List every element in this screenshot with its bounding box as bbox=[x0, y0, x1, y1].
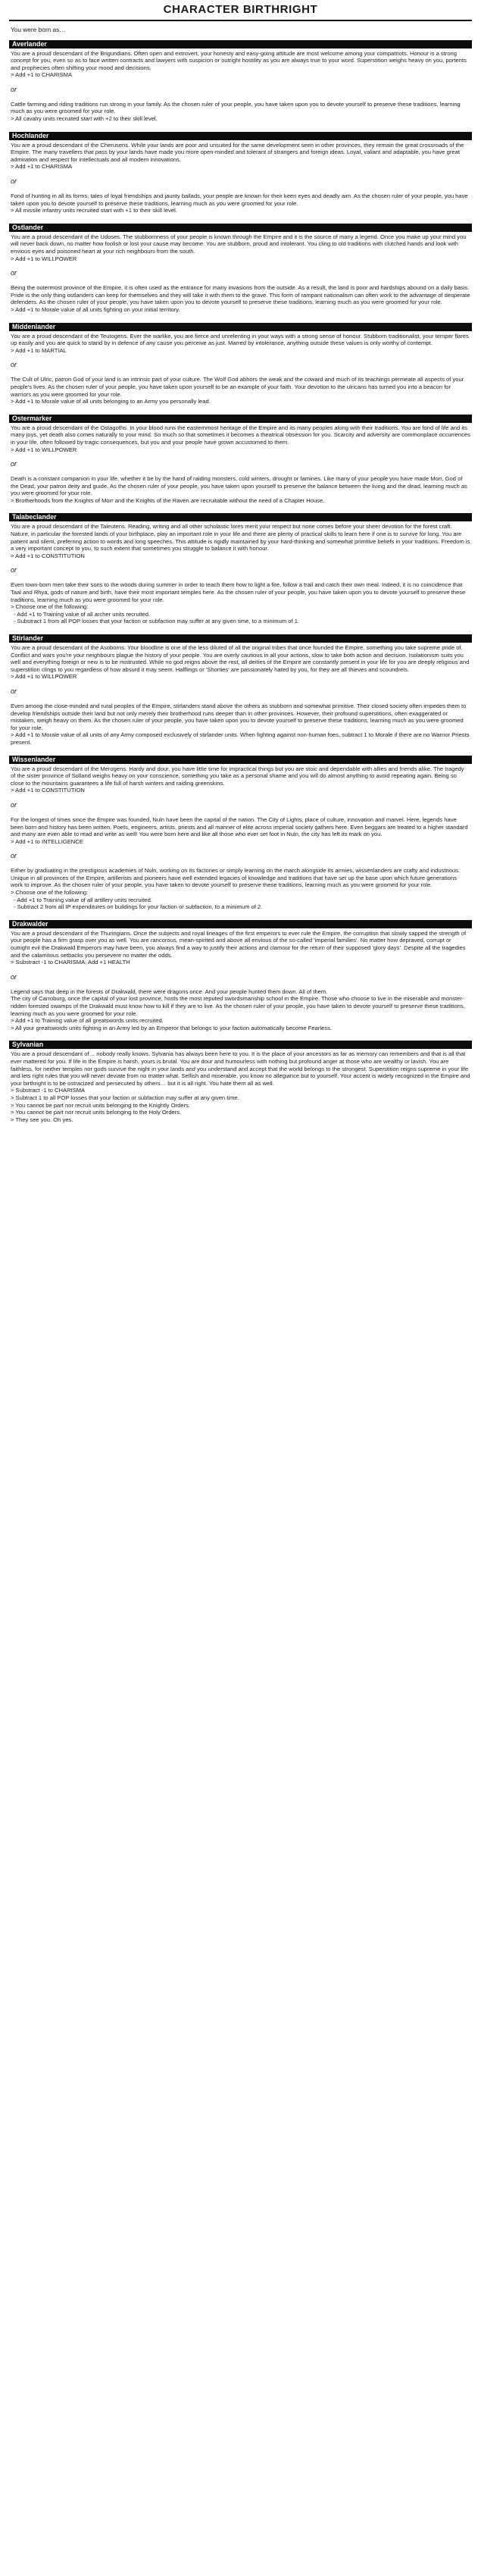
birthright-option bbox=[11, 765, 470, 794]
birthright-section bbox=[9, 132, 472, 224]
effect-line: > Add +1 to CHARISMA bbox=[11, 163, 73, 171]
birthright-section bbox=[9, 513, 472, 634]
option-description: For the longest of times since the Empire was founded, Nuln have been the capital of the nation. The City of Lights, place of culture, innovation and marvel. Here, legends have been born and history has been written. Poets, engineers, artists, priests and all manner of elite across imperial society gathers here. Even beggars are treated to a higher standard and many are even able to read and write as well! You were born here and like all those who ever set foot in Nuln, the city has left its mark on you. bbox=[11, 815, 468, 838]
birthright-section bbox=[9, 756, 472, 920]
effect-line: > Add +1 to CONSTITUTION bbox=[11, 787, 85, 794]
option-effects bbox=[11, 398, 470, 405]
option-description: Either by graduating in the prestigious academies of Nuln, working on its factories or simply learning on the march alongside its armies, wissenlanders are crafty and industrious. Unique in all provinces of the Empire, artillerists and pioneers have well extended legacies of knowledge and traditions that have set up the base upon which future generations work to improve. As the chosen ruler of your people, you have taken to devote yourself to preserve these traditions, learning much as you were groomed for your role. bbox=[11, 867, 461, 889]
effect-line: > Add +1 to Morale value of all units fighting on your initial territory. bbox=[11, 305, 180, 313]
birthright-option bbox=[11, 192, 470, 214]
birthright-option bbox=[11, 333, 470, 355]
effect-line: > Add +1 to WILLPOWER bbox=[11, 255, 77, 262]
birthright-option bbox=[11, 142, 470, 171]
option-description: Cattle farming and riding traditions run strong in your family. As the chosen ruler of your people, you have taken upon you to devote yourself to preserve these traditions, learning much as you were groomed for your role. bbox=[11, 100, 461, 115]
birthright-option bbox=[11, 475, 470, 504]
option-description: You are a proud descendant of the Cherusens. While your lands are poor and unsuited for the same development seen in other provinces, they remain the great crossroads of the Empire. The many travellers that pass by your lands have made you more open-minded and tolerant of strangers and foreign ideas. Loyal, valiant and adaptable, you have great admiration and respect for intellectuals and all modern innovations. bbox=[11, 141, 464, 163]
section-spacer bbox=[9, 504, 472, 513]
effect-line: > Add +1 to Training value of all greatswords units recruited. bbox=[11, 1017, 164, 1025]
birthright-option bbox=[11, 703, 470, 747]
effect-line: > All missile infantry units recruited start with +1 to their skill level. bbox=[11, 207, 177, 214]
section-spacer bbox=[9, 1031, 472, 1041]
birthright-option bbox=[11, 376, 470, 405]
section-header: Ostermarker bbox=[9, 415, 472, 423]
effect-line: > Add +1 to CONSTITUTION bbox=[11, 552, 85, 559]
effect-line: - Substract 1 from all POP losses that your faction or subfaction may suffer at any given time, to a minimum of 1. bbox=[14, 618, 300, 625]
option-effects bbox=[11, 787, 470, 794]
effect-line: > You cannot be part nor recruit units belonging to the Holy Orders. bbox=[11, 1109, 182, 1116]
section-spacer bbox=[9, 314, 472, 323]
effect-line: > Add +1 to Morale value of all units belonging to an Army you personally lead. bbox=[11, 398, 211, 405]
effect-line: > Add +1 to MARTIAL bbox=[11, 346, 67, 354]
effect-line: > Brotherhoods from the Knights of Morr and the Knights of the Raven are recruitable without the need of a Chapter House. bbox=[11, 496, 325, 504]
option-description: Even town-born men take their sons to the woods during summer in order to teach them how to light a fire, follow a trail and catch their own meal. Indeed, it is no coincidence that Taal and Rhya, gods of nature and birth, have their most important temples here. As the chosen ruler of your people, you have taken upon you to devote yourself to preserve these traditions, learning much as you were groomed for your role. bbox=[11, 581, 466, 603]
option-effects bbox=[11, 673, 470, 681]
or-separator: or bbox=[11, 566, 17, 574]
birthright-option bbox=[11, 50, 470, 79]
or-separator: or bbox=[11, 177, 17, 186]
option-description: You are a proud descendant of the Ostagoths. In your blood runs the easternmost heritage of the Empire and its many peoples along with their traditions. You are fond of life and its many joys, yet death also comes naturally to your mind. So much so that sometimes it becomes a theatrical obsession for you. Scarcity and adversity are commonplace occurrences in your life, often followed by tragic consequences, but you and your people have grown accustomed to them. bbox=[11, 424, 470, 446]
birthright-option bbox=[11, 523, 470, 559]
section-spacer bbox=[9, 1123, 472, 1132]
option-description: You are a proud descendant of the Teutogens. Ever the warlike, you are fierce and unrelenting in your ways with a strong sense of honour. Stubborn traditionalist, your temper flares up easily and you are quick to stand by in defence of any cause you perceive as just. Marred by intolerance, anything outside these values is only worthy of contempt. bbox=[11, 332, 469, 347]
option-effects bbox=[11, 163, 470, 171]
or-separator: or bbox=[11, 269, 17, 277]
section-spacer bbox=[9, 405, 472, 415]
effect-line: > You cannot be part nor recruit units belonging to the Knightly Orders. bbox=[11, 1101, 191, 1109]
birthright-option bbox=[11, 644, 470, 681]
effect-line: > They see you. Oh yes. bbox=[11, 1116, 73, 1123]
section-spacer bbox=[9, 123, 472, 132]
birthright-section bbox=[9, 634, 472, 756]
option-effects bbox=[11, 959, 470, 966]
effect-line: > Add +1 to INTELLIGENCE bbox=[11, 837, 83, 845]
option-effects bbox=[11, 603, 470, 625]
birthright-option bbox=[11, 284, 470, 313]
effect-line: > Substract -1 to CHARISMA; Add +1 HEALTH bbox=[11, 959, 130, 966]
option-effects bbox=[11, 347, 470, 355]
option-effects bbox=[11, 497, 470, 505]
option-effects bbox=[11, 115, 470, 123]
effect-line: > Choose one of the following: bbox=[11, 889, 89, 897]
section-spacer bbox=[9, 911, 472, 920]
option-effects bbox=[11, 1087, 470, 1123]
section-spacer bbox=[9, 214, 472, 224]
option-description: Fond of hunting in all its forms, tales of loyal friendships and jaunty ballads, your people are known for their keen eyes and deadly aim. As the chosen ruler of your people, you have taken upon you to devote yourself to preserve these traditions, learning much as you were groomed for your role. bbox=[11, 192, 468, 207]
section-header: Middenlander bbox=[9, 323, 472, 331]
birthright-option bbox=[11, 988, 470, 1032]
effect-line: - Add +1 to Training value of all artillery units recruited. bbox=[14, 896, 152, 903]
birthright-sections bbox=[9, 40, 472, 1133]
character-birthright-page bbox=[0, 0, 481, 1132]
option-description: You are a proud descendant of the Udoses. The stubbornness of your people is known through the Empire and it is the source of many a legend. Once you make up your mind you will never back down, no matter how foolish or lost your cause may become. You are stubborn, proud and intolerant. You cling to old traditions with clutched hands and look with envious eyes and poisoned heart at your rich neighbours from the south. bbox=[11, 233, 467, 255]
intro-text: You were born as… bbox=[11, 26, 66, 33]
birthright-option bbox=[11, 581, 470, 625]
option-description: You are a proud descendant of the Asoborns. Your bloodline is one of the less diluted of all the original tribes that once founded the Empire, something you take supreme pride of. Conflict and wars you're your neighbours plague the history of your people. You are overly cautious in all your actions, slow to take both action and decision. Isolationism suits you well and everything foreign or new is to be mistrusted. While no god reigns above the rest, all deities of the Empire are constantly present in your life for you are deeply religious and superstition clings to you regardless of how absurd it may seem. Halflings or 'Shorties' are passionately hated by you, for they are all thieves and scoundrels. bbox=[11, 644, 470, 673]
page-title: CHARACTER BIRTHRIGHT bbox=[9, 0, 472, 21]
or-separator: or bbox=[11, 361, 17, 369]
birthright-section bbox=[9, 323, 472, 415]
option-effects bbox=[11, 207, 470, 214]
section-header: Talabeclander bbox=[9, 513, 472, 521]
effect-line: - Add +1 to Training value of all archer units recruited. bbox=[14, 610, 151, 618]
birthright-section bbox=[9, 224, 472, 323]
section-header: Ostlander bbox=[9, 224, 472, 232]
option-effects bbox=[11, 255, 470, 263]
option-effects bbox=[11, 889, 470, 911]
option-effects bbox=[11, 838, 470, 846]
option-description: You are a proud descendant of… nobody really knows. Sylvania has always been here to you. It is the place of your ancestors as far as memory can remembers and that is all that ever mattered for you. If life in the Empire is harsh, yours is brutal. You are dour and humourless with nothing but profound anger at those who are wealthy or lavish. You are faithless, for neither temples nor gods survive the night in your lands and you understand and accept that the world belongs to the strongest. Superstition reigns supreme in your life and lets right rules that you will never deviate from no matter what. Selfish and miserable, you know no allegiance but to yourself. Your accent is widely recognized in the Empire and your birthright is to be ostracized and persecuted by others… but it is all right. You hate them all as well. bbox=[11, 1050, 470, 1087]
option-description: The Cult of Ulric, patron God of your land is an intrinsic part of your culture. The Wolf God abhors the weak and the coward and much of its teachings permeate all aspects of your people's lives. As the chosen ruler of your people, you have taken upon yourself to be an example of your faith. Your devotion to the ulricans has turned you into a beacon for warriors as you were groomed for your role. bbox=[11, 376, 464, 398]
option-description: You are a proud descendant of the Brigundians. Often open and extrovert, your honesty and easy-going attitude are most welcome among your compatriots. Honour is a strong concept for you, even so as to face written contracts and lawyers with suspicion or outright hostility as you are always true to your word. Superstition weighs heavy on you, portents and prophecies often shifting your mood and decisions. bbox=[11, 49, 467, 71]
or-separator: or bbox=[11, 852, 17, 860]
birthright-option bbox=[11, 930, 470, 966]
or-separator: or bbox=[11, 972, 17, 981]
option-effects bbox=[11, 731, 470, 746]
section-header: Hochlander bbox=[9, 132, 472, 140]
option-effects bbox=[11, 446, 470, 454]
effect-line: > Substract -1 to CHARISMA bbox=[11, 1087, 86, 1094]
option-description: Death is a constant companion in your life, whether it be by the hand of raiding monsters, cold winters, drought or famines. Like many of your people you have made Morr, God of the Dead, your patron deity and guide. As the chosen ruler of your people, you have taken upon yourself to preserve the balance between the living and the dead, learning much as you were groomed for your role. bbox=[11, 475, 467, 497]
birthright-option bbox=[11, 101, 470, 123]
birthright-option bbox=[11, 424, 470, 453]
or-separator: or bbox=[11, 687, 17, 695]
option-description: You are a proud descendant of the Taleutens. Reading, writing and all other scholastic lores merit your respect but none comes before your sheer devotion for the forest craft. Nature, in particular the forested lands of your birthplace, play an important role in your life and there are plenty of practical skills to learn here if one is to survive for long. You are patient and silent, preferring action to words and long speeches. This attitude is rigidly maintained by your hard-thinking and somewhat primitive beliefs in your traditions. Freedom is a very important concept to you, to such extent that sometimes you struggle to balance it with honour. bbox=[11, 523, 470, 552]
birthright-option bbox=[11, 1050, 470, 1123]
option-effects bbox=[11, 306, 470, 314]
effect-line: > Choose one of the following: bbox=[11, 603, 89, 611]
effect-line: > Subtract 1 to all POP losses that your faction or subfaction may suffer at any given time. bbox=[11, 1094, 239, 1101]
section-header: Wissenlander bbox=[9, 756, 472, 764]
option-description: You are a proud descendant of the Thuringians. Once the subjects and royal lineages of the first emperors to ever rule the Empire, the corruption that slowly sapped the strength of your people has a firm grasp over you as well. You are rancorous, mean-spirited and above all envious of the so-called 'imperial families'. No matter how depraved, corrupt or outright evil the Drakwald Emperors may have been, you always find a way to justify their actions and clamour for the return of their supposed 'glory days'. Despite all the tragedies and the calamitous setbacks you persevere no matter the odds. bbox=[11, 929, 467, 959]
section-spacer bbox=[9, 747, 472, 756]
option-effects bbox=[11, 552, 470, 560]
option-description: Even among the close-minded and rural peoples of the Empire, stirlanders stand above the others as stubborn and somewhat primitive. Their closed society often impedes them to develop friendships outside their land but not only merely their brotherhood runs deeper than in other provinces. However, their profound superstitions, often exaggerated or mistaken, weigh heavy on them. As the chosen ruler of your people, you have taken upon you to devote yourself to preserve these traditions, learning much as you were groomed for your role. bbox=[11, 702, 467, 731]
or-separator: or bbox=[11, 800, 17, 809]
option-description: You are a proud descendant of the Merogens. Hardy and dour, you have little time for impractical things but you are stoic and dependable with allies and friends alike. The tragedy of the sister province of Solland weighs heavy on your conscience, something you take as a personal shame and you will do almost anything to avoid repeating again. Being so close to the mountains guarantees a life full of harsh winters and raiding greenskins. bbox=[11, 765, 464, 787]
option-description: Legend says that deep in the forests of Drakwald, there were dragons once. And your people hunted them down. All of them. The city of Carroburg, once the capital of your lost province, hosts the most reputed swordsmanship school in the Empire. Those who choose to live in the miserable and monster-ridden forested swamps of the Drakwald must know how to kill if they are to live. As the chosen ruler of your people, you have taken to devote yourself to preserve these traditions, learning much as you were groomed for your role. bbox=[11, 988, 465, 1017]
effect-line: > All cavalry units recruited start with +2 to their skill level. bbox=[11, 115, 158, 123]
birthright-section bbox=[9, 40, 472, 132]
or-separator: or bbox=[11, 460, 17, 468]
birthright-section bbox=[9, 415, 472, 514]
option-description: Being the outermost province of the Empire, it is often used as the entrance for many invasions from the outside. As a result, the land is poor and hardships abound on a daily basis. Pride is the only thing ostlanders can keep for themselves and they will take it with them to the grave. This form of rampant nationalism can often work to the advantage of desperate defenders. As the chosen ruler of your people, you have taken upon you to devote yourself to preserve these traditions, learning much as you were groomed for your role. bbox=[11, 284, 470, 306]
section-spacer bbox=[9, 625, 472, 634]
option-effects bbox=[11, 71, 470, 79]
section-header: Stirlander bbox=[9, 634, 472, 643]
effect-line: > All your greatswords units fighting in an Army led by an Emperor that belongs to your faction automatically become Fearless. bbox=[11, 1024, 332, 1031]
effect-line: > Add +1 to Morale value of all units of any Army composed exclusively of stirlander units. When fighting against non-human foes, subtract 1 to Morale if there are no Warrior Priests present. bbox=[11, 731, 470, 746]
birthright-option bbox=[11, 867, 470, 911]
or-separator: or bbox=[11, 85, 17, 93]
section-header: Averlander bbox=[9, 40, 472, 49]
birthright-section bbox=[9, 1041, 472, 1132]
effect-line: > Add +1 to CHARISMA bbox=[11, 71, 73, 79]
birthright-option bbox=[11, 233, 470, 262]
effect-line: - Subtract 2 from all IP expenditures on buildings for your faction or subfaction, to a minimum of 2. bbox=[14, 903, 263, 911]
birthright-option bbox=[11, 816, 470, 845]
section-header: Sylvanian bbox=[9, 1041, 472, 1049]
effect-line: > Add +1 to WILLPOWER bbox=[11, 446, 77, 453]
section-header: Drakwalder bbox=[9, 920, 472, 928]
effect-line: > Add +1 to WILLPOWER bbox=[11, 673, 77, 681]
option-effects bbox=[11, 1017, 470, 1031]
birthright-section bbox=[9, 920, 472, 1041]
